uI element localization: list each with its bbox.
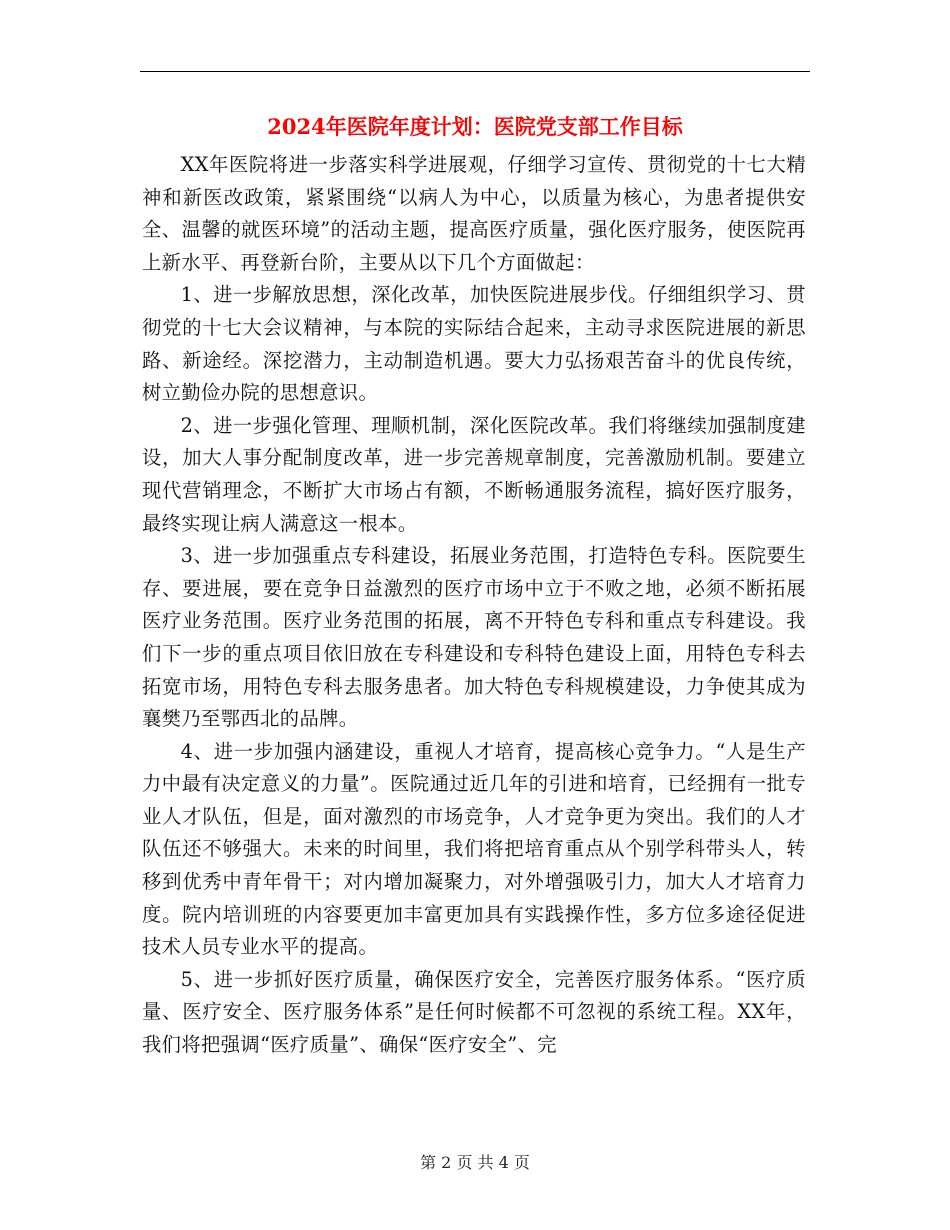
page-number: 第 2 页 共 4 页 — [420, 1153, 530, 1172]
paragraph-item-3: 3、进一步加强重点专科建设，拓展业务范围，打造特色专科。医院要生存、要进展，要在竞争日益激烈的医疗市场中立于不败之地，必须不断拓展医疗业务范围。医疗业务范围的拓展，离不开特色专科和重点专科建设。我们下一步的重点项目依旧放在专科建设和专科特色建设上面，用特色专科去拓宽市场，用特色专科去服务患者。加大特色专科规模建设，力争使其成为襄樊乃至鄂西北的品牌。 — [142, 544, 806, 731]
paragraph-item-1: 1、进一步解放思想，深化改革，加快医院进展步伐。仔细组织学习、贯彻党的十七大会议精神，与本院的实际结合起来，主动寻求医院进展的新思路、新途经。深挖潜力，主动制造机遇。要大力弘扬艰苦奋斗的优良传统，树立勤俭办院的思想意识。 — [142, 283, 806, 405]
paragraph-item-5: 5、进一步抓好医疗质量，确保医疗安全，完善医疗服务体系。“医疗质量、医疗安全、医疗服务体系”是任何时候都不可忽视的系统工程。XX年，我们将把强调“医疗质量”、确保“医疗安全”、完 — [142, 967, 806, 1057]
paragraph-item-2: 2、进一步强化管理、理顺机制，深化医院改革。我们将继续加强制度建设，加大人事分配制度改革，进一步完善规章制度，完善激励机制。要建立现代营销理念，不断扩大市场占有额，不断畅通服务流程，搞好医疗服务，最终实现让病人满意这一根本。 — [142, 413, 806, 535]
paragraph-intro: XX年医院将进一步落实科学进展观，仔细学习宣传、贯彻党的十七大精神和新医改政策，紧紧围绕“以病人为中心，以质量为核心，为患者提供安全、温馨的就医环境”的活动主题，提高医疗质量，强化医疗服务，使医院再上新水平、再登新台阶，主要从以下几个方面做起： — [142, 153, 806, 274]
header-rule — [140, 71, 810, 72]
document-body — [142, 149, 806, 1062]
document-title: 2024年医院年度计划：医院党支部工作目标 — [267, 114, 683, 139]
paragraph-item-4: 4、进一步加强内涵建设，重视人才培育，提高核心竞争力。“人是生产力中最有决定意义的力量”。医院通过近几年的引进和培育，已经拥有一批专业人才队伍，但是，面对激烈的市场竞争，人才竞争更为突出。我们的人才队伍还不够强大。未来的时间里，我们将把培育重点从个别学科带头人，转移到优秀中青年骨干；对内增加凝聚力，对外增强吸引力，加大人才培育力度。院内培训班的内容要更加丰富更加具有实践操作性，多方位多途径促进技术人员专业水平的提高。 — [142, 739, 806, 959]
